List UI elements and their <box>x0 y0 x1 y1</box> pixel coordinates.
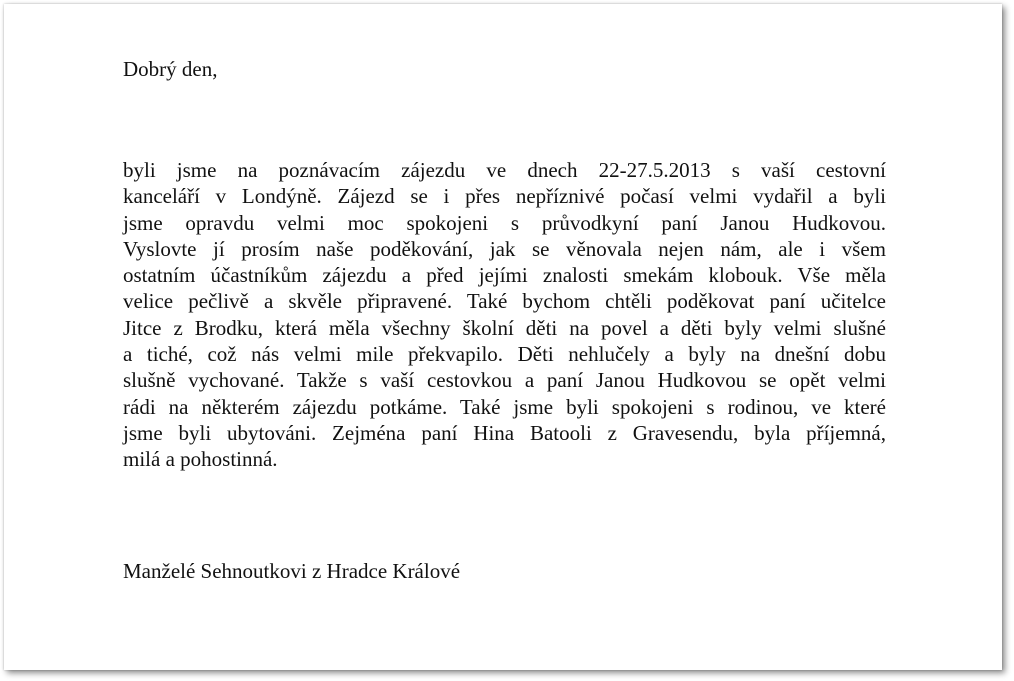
body-line: rádi na některém zájezdu potkáme. Také jsme byli spokojeni s rodinou, ve které <box>123 394 886 419</box>
body-line: Vyslovte jí prosím naše poděkování, jak se věnovala nejen nám, ale i všem <box>123 236 886 261</box>
letter-signature: Manželé Sehnoutkovi z Hradce Králové <box>123 559 461 583</box>
letter-body <box>123 157 886 473</box>
body-line: ostatním účastníkům zájezdu a před jejími znalosti smekám klobouk. Vše měla <box>123 263 886 288</box>
body-line: milá a pohostinná. <box>123 447 278 472</box>
body-line: kanceláří v Londýně. Zájezd se i přes nepříznivé počasí velmi vydařil a byli <box>123 184 886 209</box>
body-line: jsme byli ubytováni. Zejména paní Hina Batooli z Gravesendu, byla příjemná, <box>123 420 886 445</box>
body-line: slušně vychované. Takže s vaší cestovkou a paní Janou Hudkovou se opět velmi <box>123 368 886 393</box>
body-line: Jitce z Brodku, která měla všechny školní děti na povel a děti byly velmi slušné <box>123 315 886 340</box>
body-line: velice pečlivě a skvěle připravené. Také bychom chtěli poděkovat paní učitelce <box>123 289 886 314</box>
letter-page <box>4 4 1002 670</box>
letter-greeting: Dobrý den, <box>123 57 218 81</box>
body-line: a tiché, což nás velmi mile překvapilo. Děti nehlučely a byly na dnešní dobu <box>123 342 886 367</box>
body-line: byli jsme na poznávacím zájezdu ve dnech 22-27.5.2013 s vaší cestovní <box>123 158 886 182</box>
body-line: jsme opravdu velmi moc spokojeni s průvodkyní paní Janou Hudkovou. <box>123 210 886 235</box>
